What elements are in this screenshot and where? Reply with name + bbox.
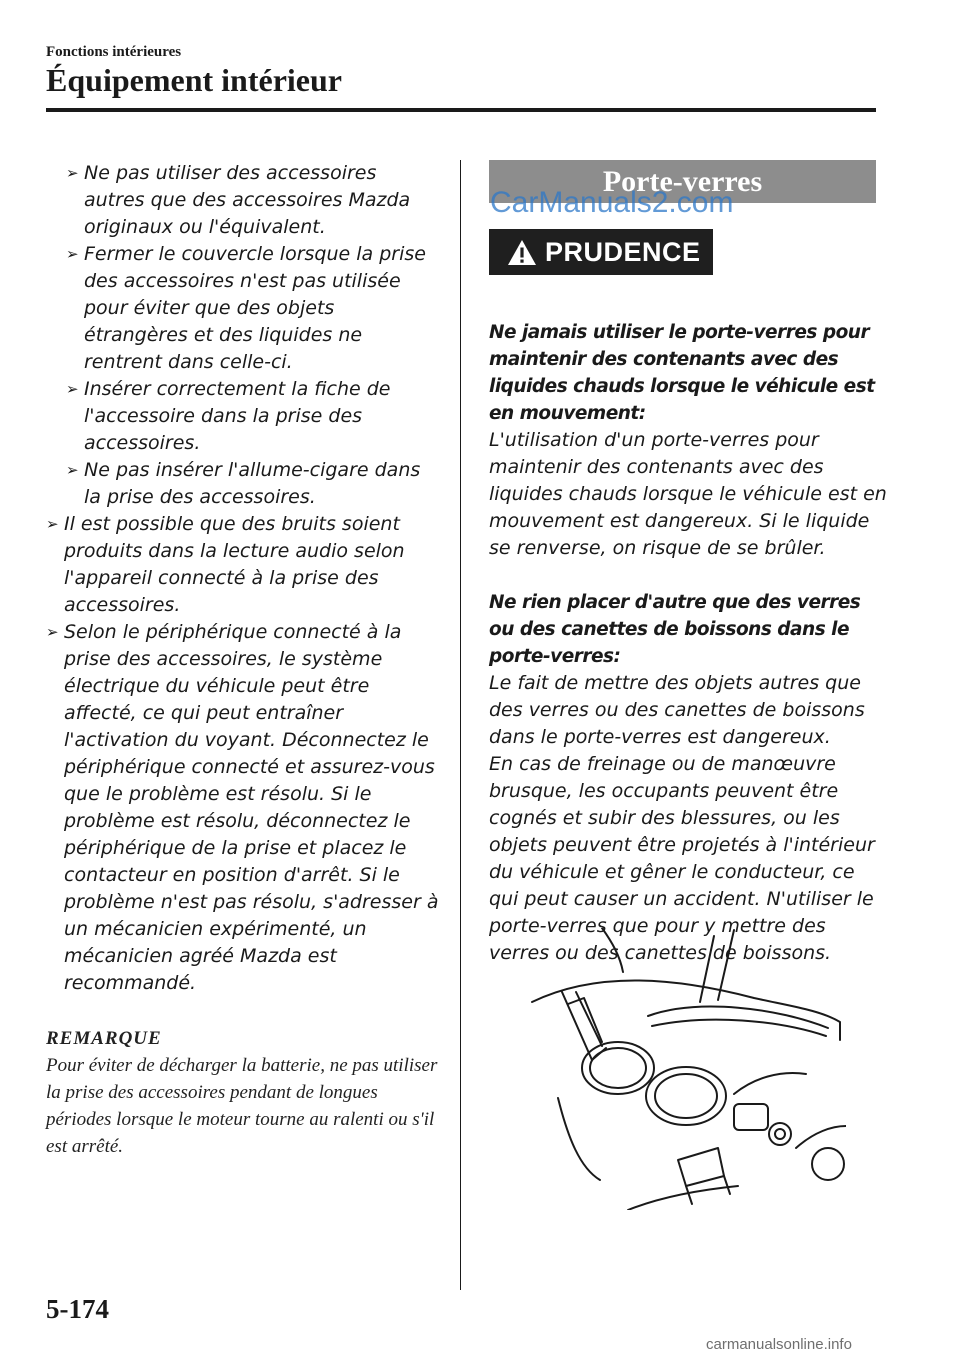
triangle-arrow-icon: ➢ (46, 623, 59, 641)
warning-body: En cas de freinage ou de manœuvre brusque, les occupants peuvent être cognés et subir des blessures, ou les objets peuvent être projetés à l'intérieur du véhicule et gêner le conducteur, ce qui peut causer un accident. N'utiliser le porte-verres que pour y mettre des verres ou des canettes de boissons. (489, 753, 875, 964)
warning-heading: Ne rien placer d'autre que des verres ou des canettes de boissons dans le porte-verres: (489, 592, 861, 667)
triangle-arrow-icon: ➢ (66, 380, 79, 398)
section-label: Fonctions intérieures (46, 44, 182, 60)
triangle-arrow-icon: ➢ (66, 164, 79, 182)
warning-triangle-icon (507, 239, 537, 266)
warning-heading: Ne jamais utiliser le porte-verres pour maintenir des contenants avec des liquides chauds lorsque le véhicule est en mouvement: (489, 322, 875, 424)
watermark-top: CarManuals2.com (490, 186, 734, 219)
bullet-item: ➢ Ne pas utiliser des accessoires autres que des accessoires Mazda originaux ou l'équivalent. (66, 162, 411, 238)
warning-body: L'utilisation d'un porte-verres pour maintenir des contenants avec des liquides chauds lorsque le véhicule est en mouvement est dangereux. Si le liquide se renverse, on risque de se brûler. (489, 429, 887, 559)
page-number: 5-174 (46, 1294, 109, 1324)
note-text: Pour éviter de décharger la batterie, ne pas utiliser la prise des accessoires pendant de longues périodes lorsque le moteur tourne au ralenti ou s'il est arrêté. (46, 1055, 438, 1157)
bullet-item: ➢ Il est possible que des bruits soient produits dans la lecture audio selon l'appareil connecté à la prise des accessoires. (46, 513, 405, 616)
note-block (46, 1025, 441, 1160)
bullet-item: ➢ Insérer correctement la fiche de l'accessoire dans la prise des accessoires. (66, 378, 391, 454)
caution-badge (489, 229, 713, 275)
caution-label: PRUDENCE (545, 236, 701, 267)
column-divider (460, 160, 461, 1290)
bullet-item: ➢ Ne pas insérer l'allume-cigare dans la prise des accessoires. (66, 459, 421, 508)
triangle-arrow-icon: ➢ (46, 515, 59, 533)
warning-body: Le fait de mettre des objets autres que des verres ou des canettes de boissons dans le porte-verres est dangereux. (489, 672, 865, 748)
right-column (489, 160, 889, 967)
cup-holder-illustration (528, 928, 846, 1210)
bullet-item: ➢ Fermer le couvercle lorsque la prise des accessoires n'est pas utilisée pour éviter que des objets étrangères et des liquides ne rentrent dans celle-ci. (66, 243, 426, 373)
title-rule (46, 108, 876, 112)
section-title: Porte-verres (489, 160, 876, 203)
note-heading: REMARQUE (46, 1028, 162, 1049)
warning-block (489, 319, 889, 562)
bullet-item: ➢ Selon le périphérique connecté à la prise des accessoires, le système électrique du véhicule peut être affecté, ce qui peut entraîner l'activation du voyant. Déconnectez le périphérique connecté et assurez-vous que le problème est résolu. Si le problème est résolu, déconnectez le périphérique de la prise et placez le contacteur en position d'arrêt. Si le problème n'est pas résolu, s'adresser à un mécanicien expérimenté, un mécanicien agréé Mazda est recommandé. (46, 621, 439, 994)
triangle-arrow-icon: ➢ (66, 461, 79, 479)
triangle-arrow-icon: ➢ (66, 245, 79, 263)
page-title: Équipement intérieur (46, 62, 342, 98)
left-column (46, 160, 441, 1160)
warning-block (489, 589, 889, 967)
watermark-bottom: carmanualsonline.info (706, 1336, 852, 1353)
